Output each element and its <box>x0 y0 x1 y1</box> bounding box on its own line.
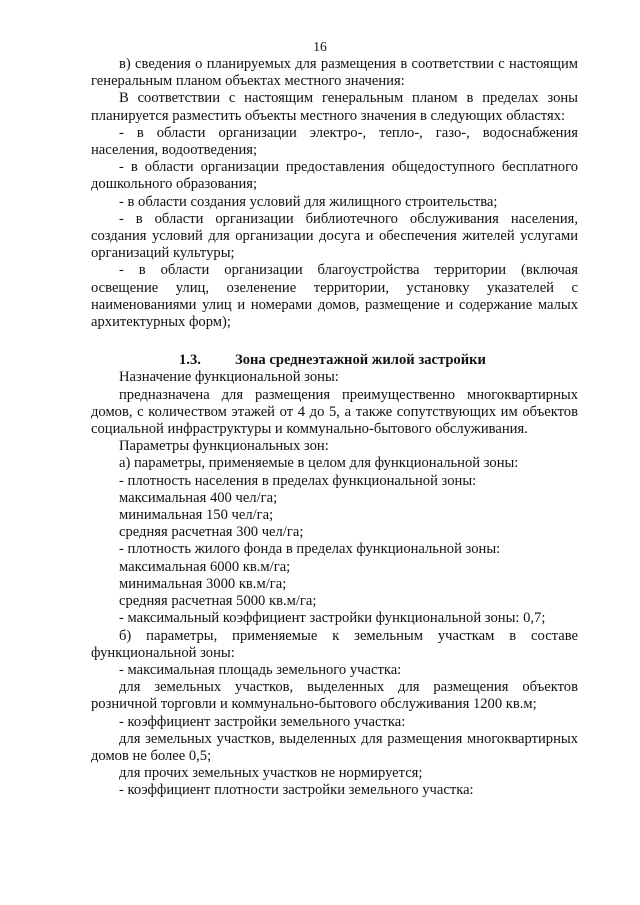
list-item: - коэффициент застройки земельного участка: <box>119 713 406 730</box>
page-number: 16 <box>313 39 327 54</box>
paragraph: а) параметры, применяемые в целом для функциональной зоны: <box>119 455 519 472</box>
paragraph: Назначение функциональной зоны: <box>119 369 339 386</box>
list-item: - максимальный коэффициент застройки функциональной зоны: 0,7; <box>119 610 546 627</box>
section-title: Зона среднеэтажной жилой застройки <box>235 352 486 369</box>
paragraph: для земельных участков, выделенных для размещения объектов розничной торговли и коммунально-бытового обслуживания 1200 кв.м; <box>91 679 578 713</box>
list-item: - максимальная площадь земельного участка: <box>119 661 402 678</box>
parameter-line: средняя расчетная 300 чел/га; <box>119 524 304 541</box>
parameter-line: минимальная 150 чел/га; <box>119 507 274 524</box>
section-number: 1.3. <box>179 352 201 369</box>
list-item: - коэффициент плотности застройки земельного участка: <box>119 782 474 799</box>
list-item: - в области организации библиотечного обслуживания населения, создания условий для организации досуга и обеспечения жителей услугами организаций культуры; <box>91 210 578 262</box>
list-item: - в области организации благоустройства территории (включая освещение улиц, озеленение территории, установку указателей с наименованиями улиц и номерами домов, размещение и содержание малых архитектурных форм); <box>91 262 578 331</box>
list-item: - в области создания условий для жилищного строительства; <box>119 193 498 210</box>
parameter-line: средняя расчетная 5000 кв.м/га; <box>119 593 317 610</box>
section-heading <box>91 352 578 369</box>
parameter-line: максимальная 400 чел/га; <box>119 489 278 506</box>
paragraph: В соответствии с настоящим генеральным планом в пределах зоны планируется разместить объекты местного значения в следующих областях: <box>91 90 578 124</box>
paragraph: в) сведения о планируемых для размещения в соответствии с настоящим генеральным планом объектах местного значения: <box>91 56 578 90</box>
paragraph: предназначена для размещения преимущественно многоквартирных домов, с количеством этажей от 4 до 5, а также сопутствующих им объектов социальной инфраструктуры и коммунально-бытового обслуживания. <box>91 386 578 438</box>
parameter-line: минимальная 3000 кв.м/га; <box>119 575 287 592</box>
page-content <box>91 56 578 800</box>
list-item: - в области организации электро-, тепло-, газо-, водоснабжения населения, водоотведения; <box>91 124 578 159</box>
paragraph: Параметры функциональных зон: <box>119 438 329 455</box>
list-item: - плотность населения в пределах функциональной зоны: <box>119 472 477 489</box>
paragraph: для земельных участков, выделенных для размещения многоквартирных домов не более 0,5; <box>91 730 578 764</box>
list-item: - плотность жилого фонда в пределах функциональной зоны: <box>119 541 501 558</box>
paragraph: б) параметры, применяемые к земельным участкам в составе функциональной зоны: <box>91 627 578 661</box>
paragraph: для прочих земельных участков не нормируется; <box>119 765 423 782</box>
parameter-line: максимальная 6000 кв.м/га; <box>119 558 291 575</box>
list-item: - в области организации предоставления общедоступного бесплатного дошкольного образования; <box>91 159 578 193</box>
